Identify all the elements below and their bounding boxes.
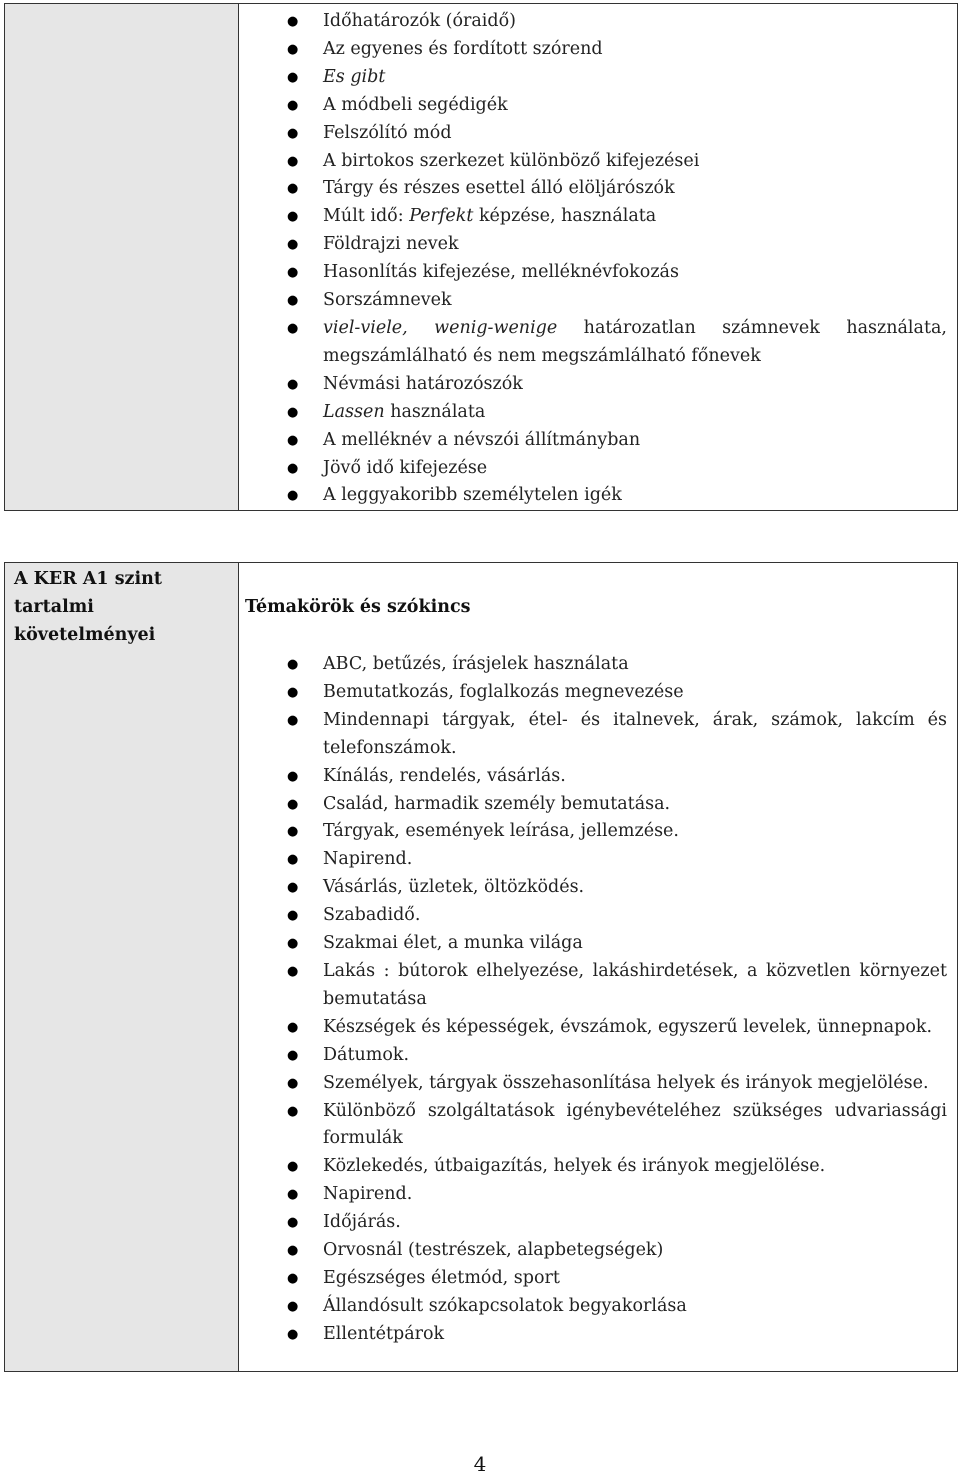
item-text: A birtokos szerkezet különböző kifejezései <box>323 150 700 171</box>
topics-list-item <box>239 930 947 958</box>
topics-list-item <box>239 902 947 930</box>
item-text: Hasonlítás kifejezése, melléknévfokozás <box>323 262 679 283</box>
topics-list-item <box>239 1265 947 1293</box>
topics-list-item <box>239 1070 947 1098</box>
bullet-icon: ● <box>287 1187 299 1203</box>
bullet-icon: ● <box>287 97 299 113</box>
bullet-icon: ● <box>287 376 299 392</box>
item-text: A leggyakoribb személytelen igék <box>323 485 622 506</box>
item-text: Felszólító mód <box>323 122 452 143</box>
topics-title: Témakörök és szókincs <box>245 597 471 617</box>
topics-list-item <box>239 1321 947 1349</box>
bullet-icon: ● <box>287 1326 299 1342</box>
grammar-list-item <box>239 92 947 120</box>
topics-list-item <box>239 1014 947 1042</box>
bullet-icon: ● <box>287 684 299 700</box>
topics-list <box>239 651 957 1349</box>
bullet-icon: ● <box>287 14 299 29</box>
grammar-list-item <box>239 120 947 148</box>
bullet-icon: ● <box>287 265 299 281</box>
bullet-icon: ● <box>287 488 299 504</box>
bullet-icon: ● <box>287 1215 299 1231</box>
item-text: Tárgyak, események leírása, jellemzése. <box>323 821 679 842</box>
item-text: Bemutatkozás, foglalkozás megnevezése <box>323 681 684 702</box>
bullet-icon: ● <box>287 460 299 476</box>
grammar-table <box>4 3 958 511</box>
grammar-list-item <box>239 203 947 231</box>
grammar-list-item <box>239 36 947 64</box>
level-title: A KER A1 szint tartalmi követelményei <box>14 569 162 645</box>
item-text: Különböző szolgáltatások igénybevételéhez szükséges udvariassági formulák <box>323 1100 947 1149</box>
item-text: Szabadidő. <box>323 905 421 926</box>
grammar-left-cell <box>5 4 239 511</box>
item-text: Készségek és képességek, évszámok, egyszerű levelek, ünnepnapok. <box>323 1016 933 1037</box>
grammar-list-item <box>239 64 947 92</box>
grammar-list-item <box>239 148 947 176</box>
topics-list-item <box>239 1181 947 1209</box>
bullet-icon: ● <box>287 1075 299 1091</box>
item-italic-text: viel-viele, wenig-wenige <box>323 317 558 338</box>
item-text: Földrajzi nevek <box>323 234 459 255</box>
topics-list-item <box>239 958 947 1014</box>
item-text: Dátumok. <box>323 1044 410 1065</box>
grammar-list <box>239 4 957 510</box>
item-text: A módbeli segédigék <box>323 94 508 115</box>
bullet-icon: ● <box>287 404 299 420</box>
item-text: Az egyenes és fordított szórend <box>323 38 603 59</box>
bullet-icon: ● <box>287 69 299 85</box>
bullet-icon: ● <box>287 1298 299 1314</box>
item-text: ABC, betűzés, írásjelek használata <box>323 654 629 674</box>
item-text: Jövő idő kifejezése <box>323 457 488 478</box>
grammar-list-item <box>239 455 947 483</box>
bullet-icon: ● <box>287 768 299 784</box>
topics-list-item <box>239 763 947 791</box>
item-text: Szakmai élet, a munka világa <box>323 933 583 954</box>
item-text: Állandósult szókapcsolatok begyakorlása <box>323 1295 687 1316</box>
item-text: A melléknév a névszói állítmányban <box>323 429 641 450</box>
bullet-icon: ● <box>287 1103 299 1119</box>
bullet-icon: ● <box>287 796 299 812</box>
bullet-icon: ● <box>287 125 299 141</box>
item-text: Egészséges életmód, sport <box>323 1267 560 1288</box>
item-text: Sorszámnevek <box>323 290 452 311</box>
grammar-list-item <box>239 231 947 259</box>
topics-list-item <box>239 1237 947 1265</box>
grammar-list-item <box>239 427 947 455</box>
bullet-icon: ● <box>287 824 299 840</box>
item-text: Közlekedés, útbaigazítás, helyek és irányok megjelölése. <box>323 1156 826 1177</box>
bullet-icon: ● <box>287 209 299 225</box>
bullet-icon: ● <box>287 963 299 979</box>
item-text: Orvosnál (testrészek, alapbetegségek) <box>323 1240 664 1261</box>
topics-list-item <box>239 707 947 763</box>
bullet-icon: ● <box>287 880 299 896</box>
topics-list-item <box>239 1153 947 1181</box>
item-italic-text: Es gibt <box>323 66 386 87</box>
item-text: Személyek, tárgyak összehasonlítása helyek és irányok megjelölése. <box>323 1072 929 1093</box>
topics-list-item <box>239 1209 947 1237</box>
bullet-icon: ● <box>287 852 299 868</box>
bullet-icon: ● <box>287 320 299 336</box>
item-text: Névmási határozószók <box>323 373 523 394</box>
item-text: Múlt idő: <box>323 206 410 227</box>
topics-list-item <box>239 1098 947 1154</box>
grammar-list-item <box>239 482 947 510</box>
bullet-icon: ● <box>287 1019 299 1035</box>
item-text: Napirend. <box>323 1184 413 1205</box>
bullet-icon: ● <box>287 237 299 253</box>
topics-list-item <box>239 1293 947 1321</box>
bullet-icon: ● <box>287 41 299 57</box>
level-cell <box>5 563 239 1372</box>
bullet-icon: ● <box>287 153 299 169</box>
bullet-icon: ● <box>287 1047 299 1063</box>
item-text-continued: határozatlan számnevek használata, megszámlálható és nem megszámlálható főnevek <box>323 317 947 366</box>
bullet-icon: ● <box>287 432 299 448</box>
grammar-list-item <box>239 315 947 371</box>
grammar-list-item <box>239 8 947 36</box>
topics-cell <box>239 563 958 1372</box>
bullet-icon: ● <box>287 1243 299 1259</box>
grammar-list-item <box>239 371 947 399</box>
topics-list-item <box>239 874 947 902</box>
topics-list-item <box>239 846 947 874</box>
requirements-table <box>4 562 958 1372</box>
grammar-right-cell <box>239 4 958 511</box>
topics-list-item <box>239 791 947 819</box>
item-text: Időjárás. <box>323 1212 401 1233</box>
item-text: Mindennapi tárgyak, étel- és italnevek, árak, számok, lakcím és telefonszámok. <box>323 709 947 758</box>
item-italic-text: Lassen <box>323 401 385 422</box>
grammar-list-item <box>239 175 947 203</box>
item-text: Tárgy és részes esettel álló elöljárószók <box>323 178 675 199</box>
bullet-icon: ● <box>287 1270 299 1286</box>
item-text-continued: képzése, használata <box>473 206 657 227</box>
bullet-icon: ● <box>287 181 299 197</box>
topics-list-item <box>239 818 947 846</box>
bullet-icon: ● <box>287 936 299 952</box>
item-text: Ellentétpárok <box>323 1323 445 1344</box>
topics-list-item <box>239 1042 947 1070</box>
bullet-icon: ● <box>287 293 299 309</box>
item-text: Vásárlás, üzletek, öltözködés. <box>323 877 585 898</box>
bullet-icon: ● <box>287 1159 299 1175</box>
item-text-continued: használata <box>384 401 486 422</box>
item-italic-text: Perfekt <box>409 206 474 227</box>
topics-list-item <box>239 679 947 707</box>
grammar-list-item <box>239 287 947 315</box>
grammar-list-item <box>239 399 947 427</box>
bullet-icon: ● <box>287 908 299 924</box>
bullet-icon: ● <box>287 657 299 672</box>
item-text: Lakás : bútorok elhelyezése, lakáshirdetések, a közvetlen környezet bemutatása <box>323 960 947 1009</box>
page-number: 4 <box>473 1452 487 1476</box>
grammar-list-item <box>239 259 947 287</box>
item-text: Időhatározók (óraidő) <box>323 11 516 31</box>
item-text: Kínálás, rendelés, vásárlás. <box>323 765 566 786</box>
bullet-icon: ● <box>287 712 299 728</box>
item-text: Család, harmadik személy bemutatása. <box>323 793 671 814</box>
item-text: Napirend. <box>323 849 413 870</box>
topics-list-item <box>239 651 947 679</box>
